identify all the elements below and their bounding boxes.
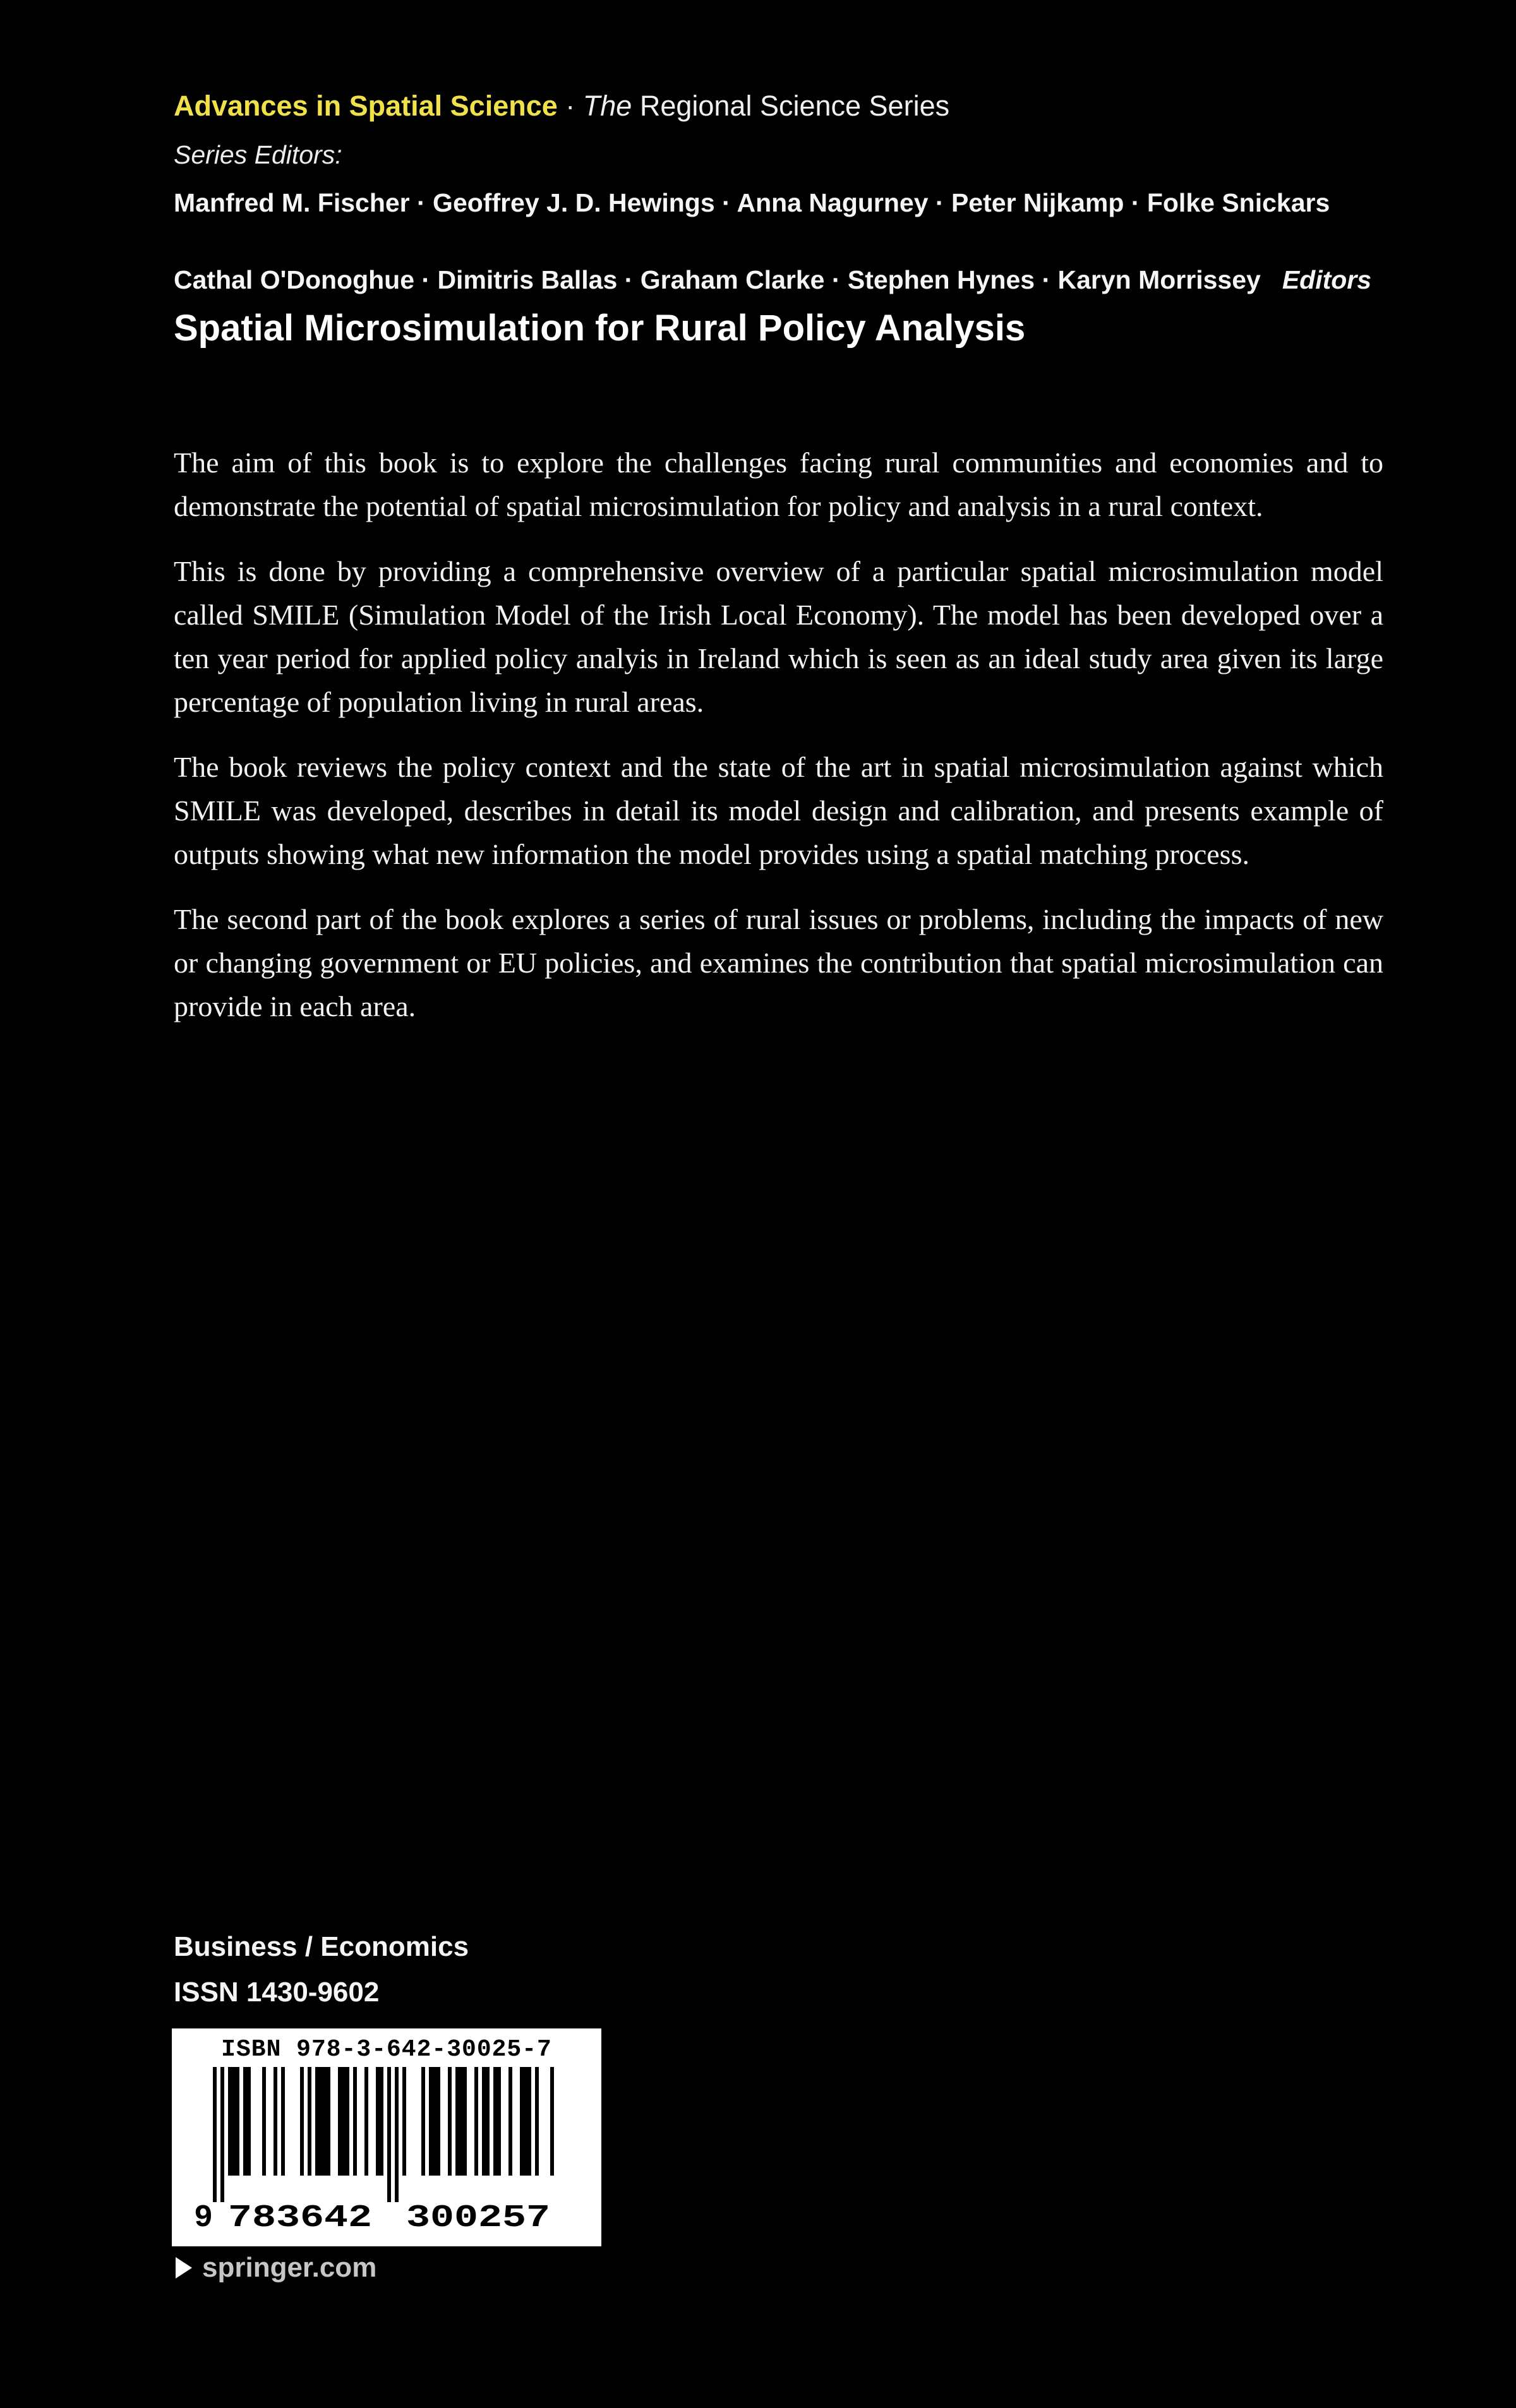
book-editors-line bbox=[174, 265, 1371, 295]
book-title: Spatial Microsimulation for Rural Policy Analysis bbox=[174, 308, 1026, 349]
publisher-line bbox=[176, 2252, 376, 2284]
svg-text:9: 9 bbox=[194, 2200, 214, 2232]
ean-barcode bbox=[194, 2067, 579, 2232]
issn-label: ISSN 1430-9602 bbox=[174, 1977, 380, 2008]
series-name: Advances in Spatial Science bbox=[174, 90, 558, 122]
blurb bbox=[174, 441, 1383, 1050]
series-title-line bbox=[174, 88, 949, 124]
barcode-panel bbox=[172, 2028, 601, 2246]
series-editors-label: Series Editors: bbox=[174, 140, 342, 169]
series-editors-names: Manfred M. Fischer · Geoffrey J. D. Hewings · Anna Nagurney · Peter Nijkamp · Folke Snickars bbox=[174, 188, 1330, 217]
blurb-paragraph: The second part of the book explores a series of rural issues or problems, including the impacts of new or changing government or EU policies, and examines the contribution that spatial microsimulation can provide in each area. bbox=[174, 903, 1383, 1022]
blurb-paragraph: This is done by providing a comprehensive overview of a particular spatial microsimulation model called SMILE (Simulation Model of the Irish Local Economy). The model has been developed over a ten year period for applied policy analyis in Ireland which is seen as an ideal study area given its large percentage of population living in rural areas. bbox=[174, 555, 1383, 718]
series-subtitle: Regional Science Series bbox=[632, 90, 950, 122]
separator-dot: · bbox=[557, 90, 583, 122]
svg-text:783642: 783642 bbox=[228, 2200, 372, 2232]
book-editors-names: Cathal O'Donoghue · Dimitris Ballas · Graham Clarke · Stephen Hynes · Karyn Morrissey bbox=[174, 265, 1261, 294]
blurb-paragraph: The book reviews the policy context and the state of the art in spatial microsimulation against which SMILE was developed, describes in detail its model design and calibration, and presents example of outputs showing what new information the model provides using a spatial matching process. bbox=[174, 751, 1383, 870]
category-label: Business / Economics bbox=[174, 1931, 469, 1962]
svg-text:300257: 300257 bbox=[406, 2200, 550, 2232]
series-subtitle-the: The bbox=[582, 90, 632, 122]
arrow-icon bbox=[176, 2257, 192, 2279]
blurb-paragraph: The aim of this book is to explore the challenges facing rural communities and economies and to demonstrate the potential of spatial microsimulation for policy and analysis in a rural context. bbox=[174, 446, 1383, 522]
book-editors-label: Editors bbox=[1282, 265, 1372, 294]
isbn-label: ISBN 978-3-642-30025-7 bbox=[221, 2036, 552, 2063]
publisher-url: springer.com bbox=[202, 2252, 377, 2283]
